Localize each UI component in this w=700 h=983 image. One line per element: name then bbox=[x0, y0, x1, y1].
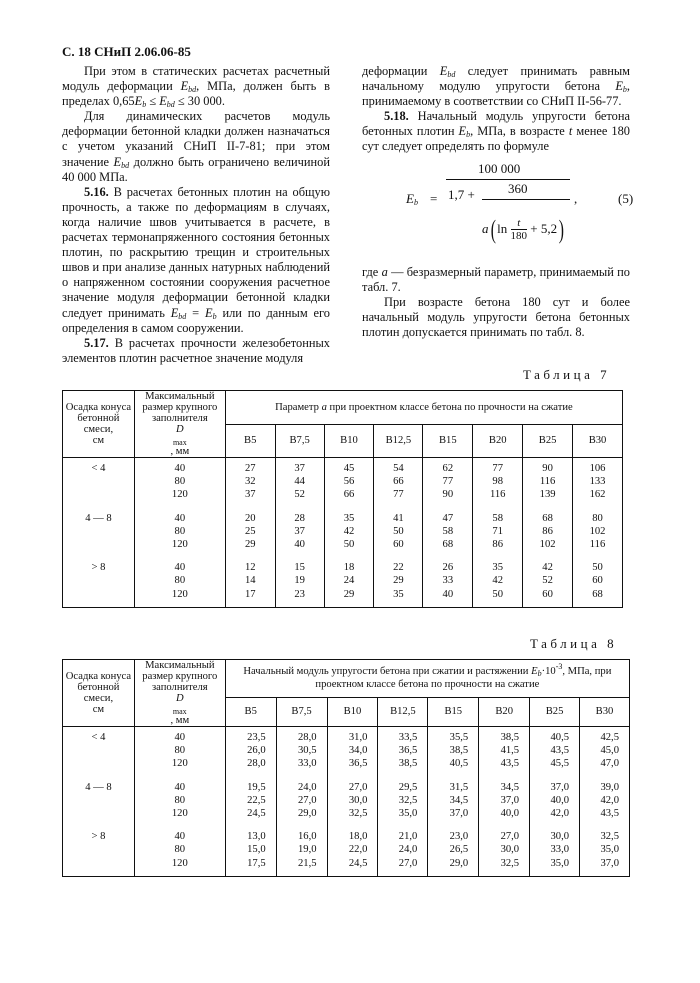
aggregate-size: 80 bbox=[174, 794, 186, 806]
class-header: B5 bbox=[225, 697, 276, 726]
value: 39,0 bbox=[600, 781, 619, 793]
value-cell bbox=[573, 508, 623, 558]
value: 28 bbox=[294, 512, 305, 524]
value: 43,5 bbox=[550, 745, 570, 757]
value-cell bbox=[473, 458, 523, 508]
value: 37,0 bbox=[449, 808, 469, 820]
value-cell bbox=[530, 826, 580, 876]
formula-5 bbox=[362, 155, 634, 265]
value-cell bbox=[276, 727, 327, 777]
value: 21,0 bbox=[398, 831, 418, 843]
value: 24,0 bbox=[398, 844, 418, 856]
value: 22,0 bbox=[348, 844, 368, 856]
value: 34,5 bbox=[449, 794, 469, 806]
formula-comma: , bbox=[574, 190, 578, 206]
aggregate-size: 40 bbox=[174, 562, 186, 574]
value: 14 bbox=[244, 575, 256, 587]
value: 116 bbox=[489, 489, 506, 501]
value: 12 bbox=[244, 562, 256, 574]
paragraph: Для динамических расчетов модуль деформации бетонной кладки должен назначаться с учетом указаний СНиП II-7-81; при этом значение $E_{bd}$ должно быть ограничено величиной 40 000 МПа. bbox=[62, 109, 330, 184]
header-group: Параметр a при проектном классе бетона по прочности на сжатие bbox=[225, 391, 622, 425]
value: 35,5 bbox=[449, 732, 469, 743]
value-cell bbox=[479, 826, 530, 876]
value: 26,0 bbox=[247, 745, 266, 757]
value: 42 bbox=[542, 562, 553, 574]
value: 27,0 bbox=[297, 794, 317, 806]
value: 90 bbox=[542, 463, 553, 474]
value-cell bbox=[423, 458, 473, 508]
value: 23,0 bbox=[449, 831, 469, 843]
value: 23 bbox=[294, 588, 305, 600]
value: 50 bbox=[393, 525, 404, 537]
value: 37,0 bbox=[600, 857, 619, 869]
aggregate-cell bbox=[134, 508, 225, 558]
value: 60 bbox=[542, 588, 553, 600]
value-cell bbox=[573, 557, 623, 607]
value: 50 bbox=[492, 588, 503, 600]
aggregate-size: 40 bbox=[174, 512, 186, 524]
class-header: B15 bbox=[428, 697, 479, 726]
right-column bbox=[362, 64, 634, 340]
aggregate-size: 80 bbox=[174, 476, 186, 488]
value: 133 bbox=[589, 476, 606, 488]
value-cell bbox=[580, 777, 630, 827]
class-header: B30 bbox=[573, 424, 623, 458]
value: 19,0 bbox=[297, 844, 317, 856]
header-group: Начальный модуль упругости бетона при сжатии и растяжении $E_b\cdot 10^{-3}$, МПа, при проектном классе бетона по прочности на сжатие bbox=[225, 660, 629, 698]
value: 35 bbox=[393, 588, 404, 600]
paragraph: деформации $E_{bd}$ следует принимать равным начальному модулю упругости бетона $E_b$, принимаемому в соответствии со СНиП II-56-77. bbox=[362, 64, 631, 109]
value: 40,0 bbox=[500, 808, 520, 820]
value: 35,0 bbox=[398, 808, 418, 820]
value-cell bbox=[374, 557, 423, 607]
value: 29 bbox=[343, 588, 355, 600]
value: 32,5 bbox=[398, 794, 418, 806]
value: 33,5 bbox=[398, 732, 418, 743]
value: 28,0 bbox=[297, 732, 317, 743]
value: 41,5 bbox=[500, 745, 520, 757]
value: 34,5 bbox=[500, 781, 520, 793]
value: 80 bbox=[592, 512, 603, 524]
value: 40 bbox=[442, 588, 454, 600]
value: 162 bbox=[589, 489, 606, 501]
value: 139 bbox=[539, 489, 556, 501]
value: 77 bbox=[393, 489, 404, 501]
aggregate-size: 40 bbox=[174, 463, 186, 474]
aggregate-size: 120 bbox=[171, 588, 188, 600]
class-header: B25 bbox=[530, 697, 580, 726]
value: 37 bbox=[294, 463, 305, 474]
value-cell bbox=[580, 826, 630, 876]
class-header: B20 bbox=[473, 424, 523, 458]
value: 47 bbox=[442, 512, 454, 524]
value: 29,0 bbox=[449, 857, 469, 869]
slump-cell: > 8 bbox=[63, 826, 135, 876]
class-header: B20 bbox=[479, 697, 530, 726]
value: 35 bbox=[343, 512, 355, 524]
slump-cell: 4 — 8 bbox=[63, 777, 135, 827]
value-cell bbox=[423, 508, 473, 558]
value: 29,0 bbox=[297, 808, 317, 820]
value: 71 bbox=[492, 525, 503, 537]
value-cell bbox=[275, 458, 324, 508]
value: 15 bbox=[294, 562, 305, 574]
page-header: С. 18 СНиП 2.06.06-85 bbox=[62, 44, 191, 59]
value: 31,5 bbox=[449, 781, 469, 793]
slump-cell: 4 — 8 bbox=[63, 508, 135, 558]
value: 27 bbox=[244, 463, 256, 474]
paragraph: При возрасте бетона 180 сут и более начальный модуль упругости бетона бетонных плотин допускается принимать по табл. 8. bbox=[362, 294, 630, 339]
value: 38,5 bbox=[398, 758, 418, 770]
value-cell bbox=[324, 557, 374, 607]
table-row bbox=[63, 557, 623, 607]
value: 31,0 bbox=[348, 732, 368, 743]
value: 42,0 bbox=[600, 794, 619, 806]
value: 23,5 bbox=[247, 732, 266, 743]
value: 68 bbox=[542, 512, 553, 524]
table-row bbox=[63, 826, 630, 876]
value: 98 bbox=[492, 476, 503, 488]
value: 35,0 bbox=[600, 844, 619, 856]
value: 41 bbox=[393, 512, 404, 524]
class-header: B7,5 bbox=[276, 697, 327, 726]
class-header: B25 bbox=[523, 424, 573, 458]
value: 30,0 bbox=[500, 844, 520, 856]
value: 33 bbox=[442, 575, 454, 587]
aggregate-cell bbox=[134, 826, 225, 876]
value-cell bbox=[225, 458, 275, 508]
value: 40,5 bbox=[449, 758, 469, 770]
value: 58 bbox=[492, 512, 503, 524]
value-cell bbox=[324, 458, 374, 508]
class-header: B5 bbox=[225, 424, 275, 458]
value: 43,5 bbox=[500, 758, 520, 770]
value-cell bbox=[378, 826, 428, 876]
aggregate-size: 40 bbox=[174, 732, 186, 743]
formula-equals: = bbox=[430, 190, 438, 206]
header-aggregate: Максимальный размер крупного заполнителя D $_{max}$ , мм bbox=[134, 660, 225, 727]
value: 24,5 bbox=[348, 857, 368, 869]
table-row bbox=[63, 727, 630, 777]
aggregate-size: 120 bbox=[171, 808, 188, 820]
table7 bbox=[62, 390, 623, 608]
paragraph-5-16: 5.16. В расчетах бетонных плотин на общую прочность, а также по деформациям в случаях, когда наличие швов учитывается в расчете, в расчетах термонапряженного состояния бетонных плотин, по раскрытию трещин и строительных швов и при анализе данных натурных наблюдений о напряженном состоянии сооружения расчетное значение модуля деформации бетонной кладки следует принимать $E_{bd} = E_b$ или по данным его определения в самом сооружении. bbox=[62, 184, 331, 335]
value-cell bbox=[324, 508, 374, 558]
aggregate-size: 80 bbox=[174, 844, 186, 856]
value: 30,5 bbox=[297, 745, 317, 757]
value: 17,5 bbox=[247, 857, 266, 869]
value-cell bbox=[473, 557, 523, 607]
value: 36,5 bbox=[348, 758, 368, 770]
table-row bbox=[63, 458, 623, 508]
aggregate-size: 120 bbox=[171, 758, 188, 770]
value-cell bbox=[378, 777, 428, 827]
paragraph-where: где a — безразмерный параметр, принимаемый по табл. 7. bbox=[362, 264, 630, 294]
value-cell bbox=[523, 458, 573, 508]
value: 68 bbox=[442, 539, 454, 551]
slump-cell: < 4 bbox=[63, 458, 135, 508]
value: 42 bbox=[492, 575, 503, 587]
header-aggregate: Максимальный размер крупного заполнителя D $_{max}$ , мм bbox=[134, 391, 225, 458]
formula-term: 1,7 + bbox=[448, 186, 475, 202]
formula-denominator: a( ln $\frac{t}{180}$ + 5,2) bbox=[482, 214, 565, 244]
value-cell bbox=[225, 826, 276, 876]
paragraph-5-18: 5.18. Начальный модуль упругости бетона бетонных плотин $E_b$, МПа, в возрасте t менее 180 сут следует определять по формуле bbox=[362, 109, 630, 154]
aggregate-size: 120 bbox=[171, 539, 188, 551]
value-cell bbox=[479, 777, 530, 827]
class-header: B10 bbox=[327, 697, 378, 726]
value: 32,5 bbox=[500, 857, 520, 869]
class-header: B12,5 bbox=[378, 697, 428, 726]
value: 60 bbox=[393, 539, 404, 551]
value: 22,5 bbox=[247, 794, 266, 806]
value: 35 bbox=[492, 562, 503, 574]
value-cell bbox=[276, 777, 327, 827]
value: 33,0 bbox=[297, 758, 317, 770]
value: 106 bbox=[589, 463, 606, 474]
value: 36,5 bbox=[398, 745, 418, 757]
value: 27,0 bbox=[398, 857, 418, 869]
value: 18 bbox=[343, 562, 355, 574]
value: 37 bbox=[294, 525, 305, 537]
class-header: B15 bbox=[423, 424, 473, 458]
formula-numerator: 100 000 bbox=[478, 160, 521, 176]
value: 37 bbox=[244, 489, 256, 501]
value: 29 bbox=[393, 575, 404, 587]
value: 30,0 bbox=[348, 794, 368, 806]
value: 66 bbox=[343, 489, 355, 501]
value-cell bbox=[327, 727, 378, 777]
value-cell bbox=[423, 557, 473, 607]
left-column bbox=[62, 64, 330, 366]
aggregate-cell bbox=[134, 727, 225, 777]
value: 30,0 bbox=[550, 831, 570, 843]
value: 26,5 bbox=[449, 844, 469, 856]
value: 43,5 bbox=[600, 808, 619, 820]
table-row bbox=[63, 777, 630, 827]
value: 42 bbox=[343, 525, 355, 537]
paragraph-5-17: 5.17. В расчетах прочности железобетонных элементов плотин расчетное значение модуля bbox=[62, 335, 330, 365]
value: 29 bbox=[244, 539, 256, 551]
header-slump: Осадка конуса бетонной смеси, см bbox=[63, 660, 135, 727]
value: 28,0 bbox=[247, 758, 266, 770]
value: 27,0 bbox=[500, 831, 520, 843]
value: 45,5 bbox=[550, 758, 570, 770]
value-cell bbox=[275, 557, 324, 607]
formula-term: 360 bbox=[508, 180, 528, 196]
value: 68 bbox=[592, 588, 603, 600]
fraction-bar bbox=[446, 179, 570, 180]
table7-caption: Таблица 7 bbox=[523, 367, 611, 382]
value: 32 bbox=[244, 476, 256, 488]
value: 21,5 bbox=[297, 857, 317, 869]
value: 34,0 bbox=[348, 745, 368, 757]
value: 15,0 bbox=[247, 844, 266, 856]
aggregate-size: 40 bbox=[174, 781, 186, 793]
value: 77 bbox=[492, 463, 503, 474]
value-cell bbox=[225, 557, 275, 607]
aggregate-size: 40 bbox=[174, 831, 186, 843]
value-cell bbox=[428, 727, 479, 777]
value-cell bbox=[530, 777, 580, 827]
value: 32,5 bbox=[600, 831, 619, 843]
aggregate-cell bbox=[134, 557, 225, 607]
value: 42,5 bbox=[600, 732, 619, 743]
value-cell bbox=[428, 777, 479, 827]
table8-caption: Таблица 8 bbox=[530, 636, 618, 651]
value: 86 bbox=[542, 525, 553, 537]
value: 38,5 bbox=[500, 732, 520, 743]
value: 19,5 bbox=[247, 781, 266, 793]
value: 45 bbox=[343, 463, 355, 474]
value: 77 bbox=[442, 476, 454, 488]
aggregate-size: 120 bbox=[171, 489, 188, 501]
value: 116 bbox=[589, 539, 606, 551]
value: 62 bbox=[442, 463, 454, 474]
value: 50 bbox=[592, 562, 603, 574]
header-slump: Осадка конуса бетонной смеси, см bbox=[63, 391, 135, 458]
value: 56 bbox=[343, 476, 355, 488]
value: 52 bbox=[542, 575, 553, 587]
value: 40,5 bbox=[550, 732, 570, 743]
value: 24,5 bbox=[247, 808, 266, 820]
value: 90 bbox=[442, 489, 454, 501]
value: 33,0 bbox=[550, 844, 570, 856]
value: 18,0 bbox=[348, 831, 368, 843]
class-header: B7,5 bbox=[275, 424, 324, 458]
aggregate-size: 80 bbox=[174, 525, 186, 537]
aggregate-cell bbox=[134, 777, 225, 827]
class-header: B12,5 bbox=[374, 424, 423, 458]
value: 47,0 bbox=[600, 758, 619, 770]
aggregate-size: 80 bbox=[174, 575, 186, 587]
value: 40 bbox=[294, 539, 305, 551]
value-cell bbox=[225, 508, 275, 558]
aggregate-size: 80 bbox=[174, 745, 186, 757]
value: 29,5 bbox=[398, 781, 418, 793]
value: 60 bbox=[592, 575, 603, 587]
aggregate-size: 120 bbox=[171, 857, 188, 869]
value: 66 bbox=[393, 476, 404, 488]
value: 17 bbox=[244, 588, 256, 600]
value: 58 bbox=[442, 525, 454, 537]
slump-cell: > 8 bbox=[63, 557, 135, 607]
value-cell bbox=[523, 508, 573, 558]
value: 16,0 bbox=[297, 831, 317, 843]
value: 25 bbox=[244, 525, 256, 537]
value: 102 bbox=[589, 525, 606, 537]
value: 24 bbox=[343, 575, 355, 587]
value-cell bbox=[225, 727, 276, 777]
value: 44 bbox=[294, 476, 305, 488]
value: 22 bbox=[393, 562, 404, 574]
value-cell bbox=[327, 826, 378, 876]
value-cell bbox=[374, 508, 423, 558]
value-cell bbox=[428, 826, 479, 876]
value-cell bbox=[580, 727, 630, 777]
value-cell bbox=[276, 826, 327, 876]
value: 86 bbox=[492, 539, 503, 551]
value: 50 bbox=[343, 539, 355, 551]
paragraph: При этом в статических расчетах расчетный модуль деформации $E_{bd}$, МПа, должен быть в пределах $0,65E_b \le E_{bd} \le 30$ 000. bbox=[62, 64, 330, 110]
value: 116 bbox=[539, 476, 556, 488]
value-cell bbox=[523, 557, 573, 607]
formula-number: (5) bbox=[618, 190, 634, 206]
value: 102 bbox=[539, 539, 556, 551]
value: 52 bbox=[294, 489, 305, 501]
slump-cell: < 4 bbox=[63, 727, 135, 777]
value-cell bbox=[573, 458, 623, 508]
fraction-bar bbox=[482, 199, 570, 200]
value-cell bbox=[479, 727, 530, 777]
value: 32,5 bbox=[348, 808, 368, 820]
value: 13,0 bbox=[247, 831, 266, 843]
value: 54 bbox=[393, 463, 404, 474]
value-cell bbox=[530, 727, 580, 777]
table8 bbox=[62, 659, 630, 877]
value-cell bbox=[327, 777, 378, 827]
aggregate-cell bbox=[134, 458, 225, 508]
value: 35,0 bbox=[550, 857, 570, 869]
class-header: B10 bbox=[324, 424, 374, 458]
value: 24,0 bbox=[297, 781, 317, 793]
value-cell bbox=[378, 727, 428, 777]
value: 37,0 bbox=[500, 794, 520, 806]
value: 38,5 bbox=[449, 745, 469, 757]
value: 27,0 bbox=[348, 781, 368, 793]
value-cell bbox=[374, 458, 423, 508]
value: 37,0 bbox=[550, 781, 570, 793]
value-cell bbox=[473, 508, 523, 558]
value: 42,0 bbox=[550, 808, 570, 820]
value: 40,0 bbox=[550, 794, 570, 806]
value: 20 bbox=[244, 512, 256, 524]
value: 26 bbox=[442, 562, 454, 574]
formula-lhs: $E_b$ bbox=[406, 190, 418, 207]
value-cell bbox=[225, 777, 276, 827]
value: 19 bbox=[294, 575, 305, 587]
value: 45,0 bbox=[600, 745, 619, 757]
value-cell bbox=[275, 508, 324, 558]
table-row bbox=[63, 508, 623, 558]
class-header: B30 bbox=[580, 697, 630, 726]
